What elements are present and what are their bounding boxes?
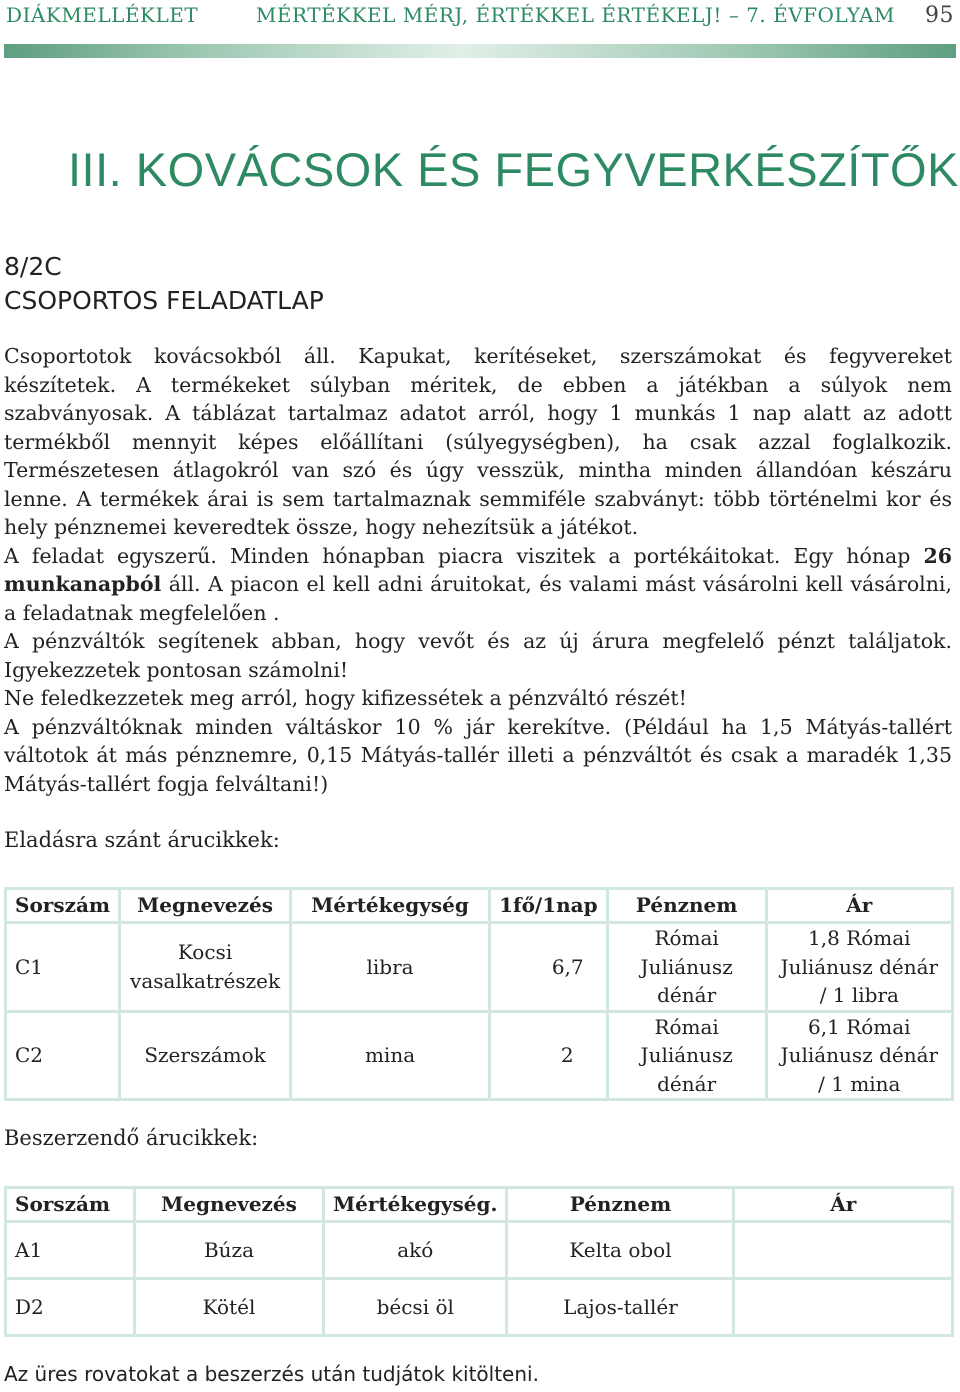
- table-header-cell: Sorszám: [6, 889, 120, 923]
- table-header-cell: Mértékegység: [291, 889, 490, 923]
- table-cell: A1: [6, 1222, 135, 1279]
- paragraph-task-end: áll. A piacon el kell adni áruitokat, és valami mást vásárolni kell vásárolni, a feladatnak megfelelően .: [4, 572, 952, 625]
- paragraph-task-start: A feladat egyszerű. Minden hónapban piacra viszitek a portékáitokat. Egy hónap: [4, 543, 924, 568]
- running-header: [6, 0, 954, 30]
- footer-note: Az üres rovatokat a beszerzés után tudjátok kitölteni.: [4, 1362, 539, 1386]
- table-row: [6, 1011, 953, 1100]
- header-title: MÉRTÉKKEL MÉRJ, ÉRTÉKKEL ÉRTÉKELJ! – 7. ÉVFOLYAM: [255, 3, 895, 27]
- table-header-cell: Megnevezés: [120, 889, 291, 923]
- paragraph-reminder: Ne feledkezzetek meg arról, hogy kifizessétek a pénzváltó részét!: [4, 686, 687, 710]
- paragraph-task-bold: 26 munkanapból: [4, 543, 952, 596]
- header-divider: [4, 44, 956, 58]
- sale-table: [4, 887, 954, 1101]
- table-row: [6, 1279, 953, 1336]
- table-cell: C2: [6, 1011, 120, 1100]
- table-cell: akó: [324, 1222, 507, 1279]
- table-row: [6, 923, 953, 1012]
- paragraph-task: [4, 542, 952, 628]
- table-header-cell: Pénznem: [507, 1188, 734, 1222]
- table-cell: 6,7: [490, 923, 608, 1012]
- table-cell: 2: [490, 1011, 608, 1100]
- table-header-row: [6, 889, 953, 923]
- table-row: [6, 1222, 953, 1279]
- table-header-row: [6, 1188, 953, 1222]
- table-cell: Római Juliánusz dénár: [607, 923, 766, 1012]
- table-header-cell: Ár: [766, 889, 952, 923]
- table-cell: libra: [291, 923, 490, 1012]
- table-cell-empty[interactable]: [734, 1279, 953, 1336]
- table-cell: Római Juliánusz dénár: [607, 1011, 766, 1100]
- page-title: III. KOVÁCSOK ÉS FEGYVERKÉSZÍTŐK: [68, 143, 959, 196]
- table-cell: 6,1 Római Juliánusz dénár / 1 mina: [766, 1011, 952, 1100]
- paragraph-intro: Csoportotok kovácsokból áll. Kapukat, kerítéseket, szerszámokat és fegyvereket készítetek. A termékeket súlyban méritek, de ebben a játékban a súlyok nem szabványosak. A táblázat tartalmaz adatot arról, hogy 1 munkás 1 nap alatt az adott termékből mennyit képes előállítani (súlyegységben), ha csak azzal foglalkozik. Természetesen átlagokról van szó és úgy vesszük, mintha minden állandóan készáru lenne. A termékek árai is sem tartalmaznak semmiféle szabványt: több történelmi kor és hely pénznemei keveredtek össze, hogy nehezítsük a játékot.: [4, 344, 952, 539]
- header-left: DIÁKMELLÉKLET: [6, 3, 199, 27]
- table-cell: mina: [291, 1011, 490, 1100]
- sale-section-label: Eladásra szánt árucikkek:: [4, 828, 280, 852]
- table-cell: Lajos-tallér: [507, 1279, 734, 1336]
- table-cell: bécsi öl: [324, 1279, 507, 1336]
- table-cell: Kelta obol: [507, 1222, 734, 1279]
- table-cell: D2: [6, 1279, 135, 1336]
- table-cell: Kötél: [135, 1279, 324, 1336]
- task-code: 8/2C: [4, 252, 62, 281]
- buy-section-label: Beszerzendő árucikkek:: [4, 1126, 259, 1150]
- paragraph-exchange: A pénzváltók segítenek abban, hogy vevőt és az új árura megfelelő pénzt találjatok. Igyekezzetek pontosan számolni!: [4, 629, 952, 682]
- table-header-cell: Ár: [734, 1188, 953, 1222]
- table-cell: Búza: [135, 1222, 324, 1279]
- buy-table: [4, 1186, 954, 1337]
- instructions: [4, 342, 952, 798]
- table-cell-empty[interactable]: [734, 1222, 953, 1279]
- table-header-cell: Mértékegység.: [324, 1188, 507, 1222]
- table-header-cell: Megnevezés: [135, 1188, 324, 1222]
- table-header-cell: Pénznem: [607, 889, 766, 923]
- paragraph-fee: A pénzváltóknak minden váltáskor 10 % jár kerekítve. (Például ha 1,5 Mátyás-tallért váltotok át más pénznemre, 0,15 Mátyás-tallér illeti a pénzváltót és csak a maradék 1,35 Mátyás-tallért fogja felváltani!): [4, 714, 952, 796]
- task-subtitle: CSOPORTOS FELADATLAP: [4, 286, 324, 315]
- table-cell: Kocsi vasalkatrészek: [120, 923, 291, 1012]
- table-header-cell: 1fő/1nap: [490, 889, 608, 923]
- table-cell: 1,8 Római Juliánusz dénár / 1 libra: [766, 923, 952, 1012]
- table-cell: Szerszámok: [120, 1011, 291, 1100]
- page-number: 95: [925, 2, 954, 28]
- table-header-cell: Sorszám: [6, 1188, 135, 1222]
- table-cell: C1: [6, 923, 120, 1012]
